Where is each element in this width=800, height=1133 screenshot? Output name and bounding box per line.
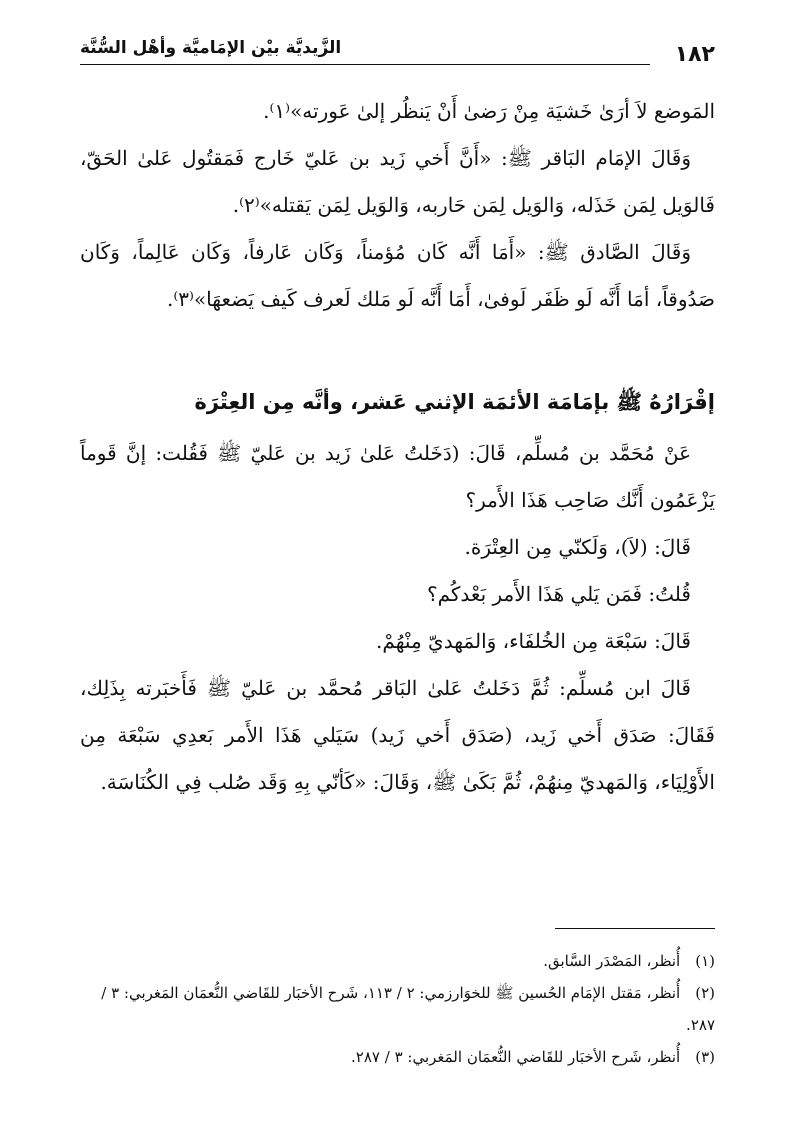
paragraph-2: وَقَالَ الإمَام البَاقر ﷺ: «أَنَّ أَخي زَيد بن عَليّ خَارج فَمَقتُول عَلىٰ الحَقّ، فَالوَيل لِمَن خَذَله، وَالوَيل لِمَن حَاربه، وَالوَيل لِمَن يَقتله»⁽٢⁾.	[80, 146, 715, 217]
footnotes	[80, 945, 715, 1073]
book-title: الزَّيديَّة بيْن الإمَاميَّة وأهْل السُّنَّة	[80, 38, 342, 58]
paragraph-7: قَالَ: سَبْعَة مِن الخُلفَاء، وَالمَهديّ مِنْهُمْ.	[376, 629, 691, 653]
paragraph-6: قُلتُ: فَمَن يَلي هَذَا الأَمر بَعْدكُم؟	[426, 582, 691, 606]
section-heading: إقْرَارُهُ ﷺ بإمَامَة الأئمَة الإثني عَشر، وأنَّه مِن العِتْرَة	[194, 390, 715, 414]
footnote-2	[80, 977, 715, 1041]
paragraph-4: عَنْ مُحَمَّد بن مُسلِّم، قَالَ: (دَخَلتُ عَلىٰ زَيد بن عَليّ ﷺ فَقُلت: إنَّ قَوماً يَزْعَمُون أَنَّك صَاحِب هَذَا الأَمر؟	[80, 441, 715, 512]
paragraph-1: المَوضع لاَ أرَىٰ خَشيَة مِنْ رَضىٰ أَنْ يَنظُر إلىٰ عَورته»⁽١⁾.	[263, 99, 715, 123]
paragraph-8: قَالَ ابن مُسلِّم: ثُمَّ دَخَلتُ عَلىٰ البَاقر مُحمَّد بن عَليّ ﷺ فَأَخبَرته بِذَلِك، فَقَالَ: صَدَق أَخي زَيد، (صَدَق أَخي زَيد) سَيَلي هَذَا الأَمر بَعدِي سَبْعَة مِن الأَوْلِيَاء، وَالمَهديّ مِنهُمْ، ثُمَّ بَكَىٰ ﷺ، وَقَالَ: «كَأنّي بِهِ وَقَد صُلب فِي الكُنَاسَة.	[80, 676, 715, 794]
footnote-text: أُنظر، المَصْدَر السَّابق.	[543, 952, 681, 970]
footnote-1	[80, 945, 715, 977]
page-number: ١٨٢	[674, 42, 715, 67]
header-rule	[80, 64, 650, 65]
main-text	[80, 88, 715, 806]
footnote-text: أُنظر، شَرح الأخبَار للقَاضي النُّعمَان المَغربي: ٣ / ٢٨٧.	[351, 1048, 681, 1066]
footnote-mark: (٣)	[695, 1048, 715, 1066]
running-header	[80, 32, 715, 66]
footnote-3	[80, 1041, 715, 1073]
footnote-rule	[555, 928, 715, 929]
footnote-mark: (٢)	[695, 984, 715, 1002]
footnote-text: أُنظر، مَقتل الإمَام الحُسين ﷺ للخوَارزمي: ٢ / ١١٣، شَرح الأخبَار للقَاضي النُّعمَان المَغربي: ٣ / ٢٨٧.	[101, 984, 715, 1034]
paragraph-3: وَقَالَ الصَّادق ﷺ: «أَمَا أَنَّه كَان مُؤمناً، وَكَان عَارفاً، وَكَان عَالِماً، وَكَان صَدُوقاً، أمَا أَنَّه لَو ظَفَر لَوفىٰ، أَمَا أَنَّه لَو مَلك لَعرف كَيف يَضعهَا»⁽٣⁾.	[80, 240, 715, 311]
paragraph-5: قَالَ: (لاَ)، وَلَكنّي مِن العِتْرَة.	[464, 535, 691, 559]
footnote-mark: (١)	[695, 952, 715, 970]
